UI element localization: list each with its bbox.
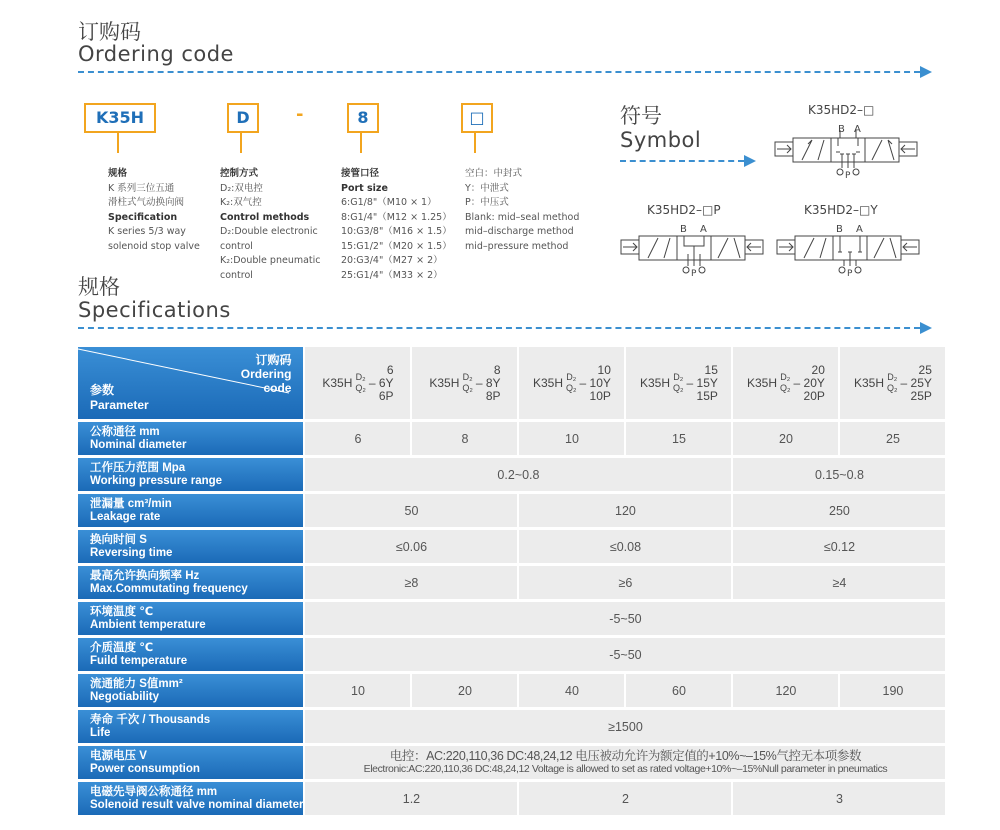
value-cell: 1.2 — [305, 782, 519, 818]
value-cell — [305, 746, 947, 782]
param-name-en: Negotiability — [90, 690, 160, 703]
desc-line: K 系列三位五通 — [108, 182, 175, 194]
value-cell: -5~50 — [305, 602, 947, 638]
code-desc-control — [220, 167, 321, 283]
param-name-en: Fuild temperature — [90, 654, 188, 667]
model-header-cell: K35H D₂ Q₂ 20 – 20Y 20P — [733, 347, 840, 422]
param-name-en: Working pressure range — [90, 474, 223, 487]
svg-text:A: A — [854, 124, 861, 135]
table-row — [78, 674, 947, 710]
value-cell: ≥6 — [519, 566, 733, 602]
desc-line: K₂:Double pneumatic — [220, 255, 321, 266]
svg-text:P: P — [847, 269, 853, 278]
ordering-title-cn: 订购码 — [78, 20, 141, 44]
value-cell: ≤0.06 — [305, 530, 519, 566]
value-cell: 10 — [305, 674, 412, 710]
param-cell — [78, 782, 305, 818]
desc-line: Blank: mid–seal method — [465, 211, 580, 223]
param-name-cn: 电磁先导阀公称通径 mm — [90, 785, 218, 798]
desc-line: solenoid stop valve — [108, 240, 200, 252]
code-connector — [474, 133, 476, 153]
model-header-cell: K35H D₂ Q₂ 10 – 10Y 10P — [519, 347, 626, 422]
param-name-cn: 流通能力 S值mm² — [90, 677, 183, 690]
code-series-box: K35H — [84, 103, 156, 133]
desc-line: Port size — [341, 182, 388, 194]
desc-line: 控制方式 — [220, 168, 259, 179]
desc-line: 15:G1/2"（M20 × 1.5） — [341, 240, 452, 252]
power-line-en: Electronic:AC:220,110,36 DC:48,24,12 Voltage is allowed to set as rated voltage+10%~–15%Null parameter in pneumatics — [363, 762, 888, 775]
param-name-en: Life — [90, 726, 111, 739]
desc-line: D₂:双电控 — [220, 182, 263, 194]
param-name-cn: 电源电压 V — [90, 749, 147, 762]
symbol-title-en: Symbol — [620, 128, 702, 152]
param-name-cn: 寿命 千次 / Thousands — [90, 713, 211, 726]
desc-line: Specification — [108, 211, 178, 223]
value-cell: 3 — [733, 782, 947, 818]
code-dash: - — [296, 104, 304, 125]
svg-text:B: B — [680, 224, 687, 235]
param-name-cn: 环境温度 ℃ — [90, 605, 154, 618]
ordering-divider — [78, 71, 920, 73]
table-row — [78, 602, 947, 638]
code-connector — [117, 133, 119, 153]
param-cell — [78, 638, 305, 674]
code-connector — [360, 133, 362, 153]
desc-line: 20:G3/4"（M27 × 2） — [341, 255, 443, 266]
valve-symbol-p-icon — [618, 222, 768, 278]
symbol-label: K35HD2–□ — [808, 103, 875, 117]
value-cell: 40 — [519, 674, 626, 710]
desc-line: D₂:Double electronic — [220, 226, 318, 237]
value-cell: ≤0.08 — [519, 530, 733, 566]
desc-line: K₂:双气控 — [220, 197, 262, 208]
code-control-box: D — [227, 103, 259, 133]
table-header-row — [78, 347, 947, 422]
svg-text:A: A — [700, 224, 707, 235]
symbol-title-cn: 符号 — [620, 104, 662, 128]
symbol-arrow-icon — [744, 155, 756, 167]
param-cell — [78, 530, 305, 566]
param-name-en: Nominal diameter — [90, 438, 187, 451]
value-cell: ≥1500 — [305, 710, 947, 746]
value-cell: ≥4 — [733, 566, 947, 602]
value-cell: 20 — [412, 674, 519, 710]
symbol-label: K35HD2–□P — [647, 203, 721, 217]
param-name-cn: 介质温度 ℃ — [90, 641, 154, 654]
param-cell — [78, 494, 305, 530]
param-name-en: Solenoid result valve nominal diameter — [90, 798, 304, 811]
desc-line: mid–pressure method — [465, 240, 569, 252]
param-cell — [78, 422, 305, 458]
desc-line: 接管口径 — [341, 168, 380, 179]
ordering-title-en: Ordering code — [78, 42, 234, 66]
value-cell: 120 — [519, 494, 733, 530]
model-header-cell: K35H D₂ Q₂ 25 – 25Y 25P — [840, 347, 947, 422]
code-port-box: 8 — [347, 103, 379, 133]
desc-line: 空白：中封式 — [465, 168, 523, 179]
svg-text:B: B — [836, 224, 843, 235]
table-row — [78, 638, 947, 674]
svg-text:A: A — [856, 224, 863, 235]
table-row — [78, 746, 947, 782]
svg-text:P: P — [691, 269, 697, 278]
spec-table — [78, 347, 947, 818]
symbol-divider — [620, 160, 744, 162]
desc-line: Control methods — [220, 211, 310, 223]
value-cell: 25 — [840, 422, 947, 458]
table-row — [78, 782, 947, 818]
param-name-en: Reversing time — [90, 546, 173, 559]
value-cell: 8 — [412, 422, 519, 458]
param-name-cn: 最高允许换向频率 Hz — [90, 569, 200, 582]
param-cell — [78, 602, 305, 638]
value-cell: ≤0.12 — [733, 530, 947, 566]
code-connector — [240, 133, 242, 153]
param-name-cn: 泄漏量 cm³/min — [90, 497, 172, 510]
desc-line: 规格 — [108, 168, 128, 179]
desc-line: 8:G1/4"（M12 × 1.25） — [341, 211, 452, 223]
valve-symbol-icon — [772, 124, 922, 180]
valve-symbol-y-icon — [774, 222, 924, 278]
desc-line: 10:G3/8"（M16 × 1.5） — [341, 226, 452, 237]
desc-line: P：中压式 — [465, 197, 509, 208]
specs-title-cn: 规格 — [78, 275, 120, 299]
symbol-label: K35HD2–□Y — [804, 203, 878, 217]
param-name-cn: 公称通径 mm — [90, 425, 160, 438]
desc-line: 25:G1/4"（M33 × 2） — [341, 269, 443, 281]
value-cell: 0.2~0.8 — [305, 458, 733, 494]
specs-arrow-icon — [920, 322, 932, 334]
value-cell: 6 — [305, 422, 412, 458]
param-name-en: Power consumption — [90, 762, 200, 775]
model-header-cell: K35H D₂ Q₂ 15 – 15Y 15P — [626, 347, 733, 422]
header-code-label: 订购码 Ordering code — [240, 353, 292, 395]
param-cell — [78, 458, 305, 494]
value-cell: 2 — [519, 782, 733, 818]
table-row — [78, 530, 947, 566]
code-desc-port — [341, 167, 452, 283]
model-header-cell: K35H D₂ Q₂ 6 – 6Y 6P — [305, 347, 412, 422]
power-line-cn: 电控：AC:220,110,36 DC:48,24,12 电压被动允许为额定值的+10%~–15%气控无本项参数 — [389, 748, 862, 763]
param-cell — [78, 746, 305, 782]
desc-line: control — [220, 240, 253, 252]
param-name-cn: 换向时间 S — [90, 533, 147, 546]
table-row — [78, 494, 947, 530]
param-cell — [78, 674, 305, 710]
value-cell: 250 — [733, 494, 947, 530]
table-row — [78, 566, 947, 602]
value-cell: 15 — [626, 422, 733, 458]
model-header-cell: K35H D₂ Q₂ 8 – 8Y 8P — [412, 347, 519, 422]
code-desc-center — [465, 167, 579, 254]
value-cell: 10 — [519, 422, 626, 458]
code-desc-spec — [108, 167, 200, 254]
svg-text:B: B — [838, 124, 845, 135]
desc-line: 6:G1/8"（M10 × 1） — [341, 197, 437, 208]
param-name-en: Leakage rate — [90, 510, 161, 523]
desc-line: control — [220, 269, 253, 281]
value-cell: 190 — [840, 674, 947, 710]
svg-text:P: P — [845, 171, 851, 180]
value-cell: 20 — [733, 422, 840, 458]
desc-line: mid–discharge method — [465, 226, 574, 237]
specs-divider — [78, 327, 920, 329]
value-cell: ≥8 — [305, 566, 519, 602]
table-row — [78, 710, 947, 746]
code-center-box: □ — [461, 103, 493, 133]
param-name-en: Ambient temperature — [90, 618, 206, 631]
param-cell — [78, 566, 305, 602]
desc-line: K series 5/3 way — [108, 226, 186, 237]
table-row — [78, 422, 947, 458]
desc-line: 滑柱式气动换向阀 — [108, 197, 185, 208]
value-cell: -5~50 — [305, 638, 947, 674]
param-name-en: Max.Commutating frequency — [90, 582, 248, 595]
desc-line: Y：中泄式 — [465, 182, 509, 194]
header-param-label: 参数 Parameter — [90, 383, 149, 412]
value-cell: 50 — [305, 494, 519, 530]
table-row — [78, 458, 947, 494]
param-cell — [78, 710, 305, 746]
header-param-cell — [78, 347, 305, 422]
value-cell: 60 — [626, 674, 733, 710]
spec-body — [78, 422, 947, 818]
param-name-cn: 工作压力范围 Mpa — [90, 461, 186, 474]
specs-title-en: Specifications — [78, 298, 231, 322]
value-cell: 0.15~0.8 — [733, 458, 947, 494]
ordering-arrow-icon — [920, 66, 932, 78]
value-cell: 120 — [733, 674, 840, 710]
